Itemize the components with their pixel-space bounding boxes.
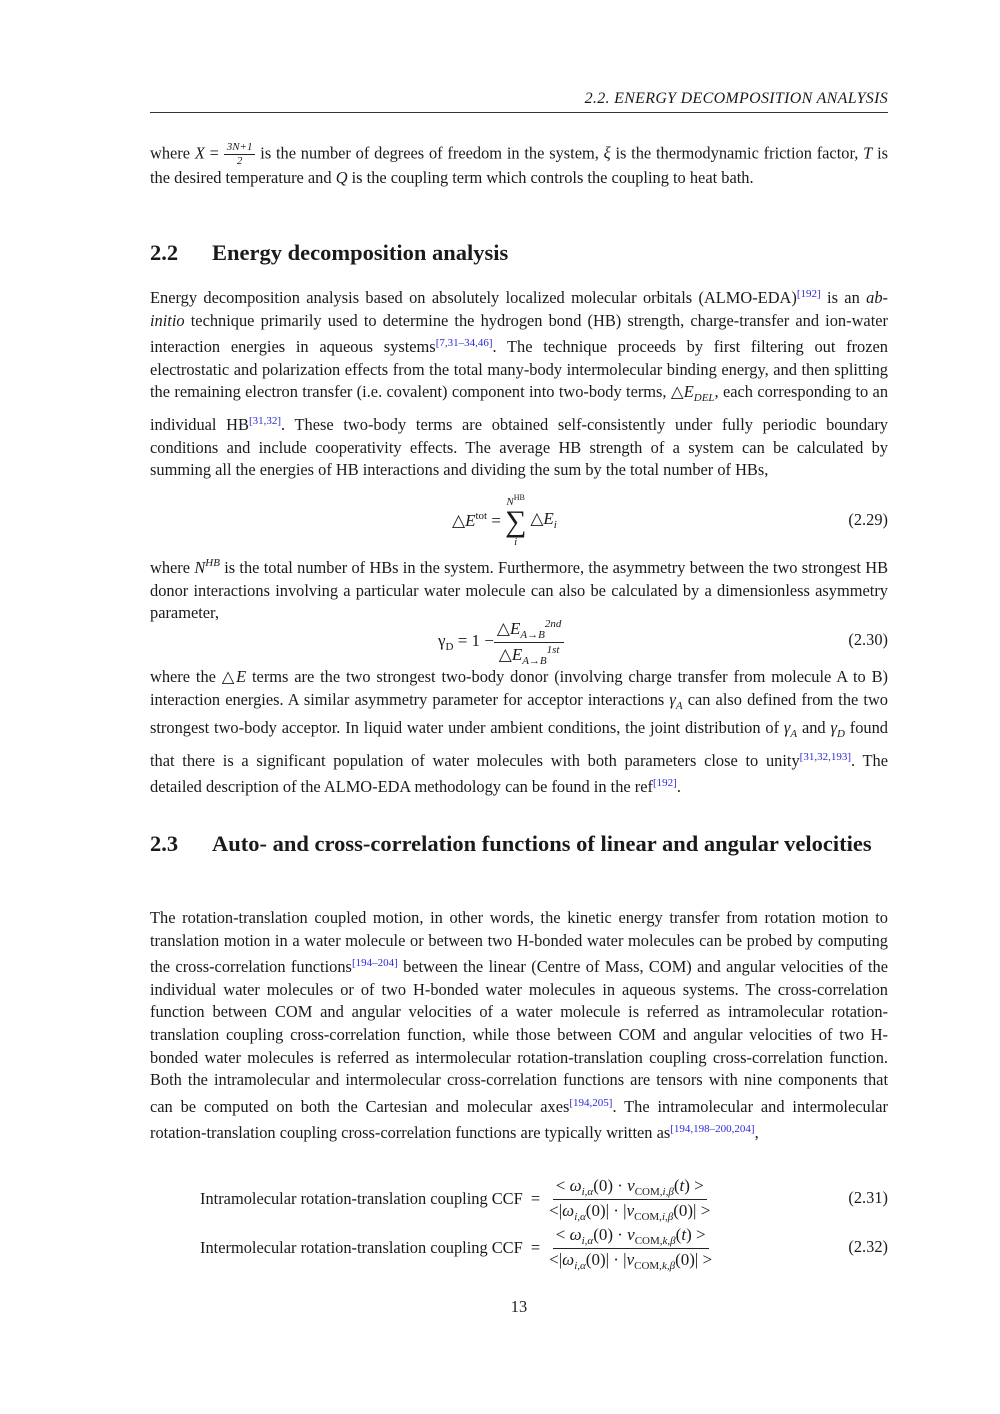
- sum-lower: i: [514, 536, 518, 548]
- text-run: The rotation-translation coupled motion, in other words, the kinetic energy transfer from rotation motion to translation motion in a water molecule or between two H-bonded water molecules can be probed by computing the cross-correlation functions: [150, 908, 888, 977]
- equation-label: Intermolecular rotation-translation coupling CCF =: [200, 1238, 541, 1257]
- section-heading-2-3: [150, 828, 888, 860]
- math-subscript: i,α: [574, 1259, 586, 1272]
- citation-link[interactable]: [194,198–200,204]: [670, 1123, 755, 1136]
- math-italic: v: [626, 1200, 635, 1220]
- text-run: =: [204, 143, 224, 163]
- subscript: COM,: [634, 1259, 662, 1272]
- text-run: and: [797, 718, 831, 738]
- header-rule: [150, 112, 888, 113]
- citation-link[interactable]: [7,31–34,46]: [435, 337, 493, 350]
- math-italic: ξ: [603, 143, 611, 163]
- math-italic: E: [511, 644, 523, 664]
- text-run: ,: [754, 1123, 759, 1143]
- sum-upper-sup: HB: [513, 493, 525, 502]
- text-run: , each corresponding to an individual HB: [150, 382, 889, 434]
- math-italic: E: [465, 510, 476, 530]
- equation-2-30: [150, 617, 888, 667]
- math-subscript: i,β: [662, 1185, 674, 1198]
- text-run: <|: [549, 1249, 563, 1269]
- text-run: can also defined from the two strongest two-body acceptor. In liquid water under ambient conditions, the joint distribution of: [150, 689, 888, 738]
- math-subscript: k,β: [661, 1259, 676, 1272]
- math-subscript: i,α: [574, 1210, 586, 1223]
- citation-link[interactable]: [31,32]: [248, 414, 282, 427]
- citation-link[interactable]: [194,205]: [569, 1096, 613, 1109]
- paragraph-asymmetry: [150, 552, 888, 625]
- text-run: (: [673, 1175, 680, 1195]
- section-number: 2.2: [150, 240, 179, 265]
- equation-number: (2.32): [848, 1237, 888, 1256]
- equation-2-32: [150, 1224, 888, 1272]
- text-run: (0)| · |: [585, 1249, 627, 1269]
- math-italic: N: [194, 558, 206, 577]
- text-run: =: [487, 510, 501, 530]
- section-heading-2-2: [150, 237, 888, 269]
- math-italic: E: [509, 618, 521, 638]
- text-run: △: [452, 510, 466, 530]
- running-header: 2.2. ENERGY DECOMPOSITION ANALYSIS: [584, 90, 888, 107]
- citation-link[interactable]: [192]: [796, 288, 821, 300]
- text-run: . The detailed description of the ALMO-EDA methodology can be found in the ref: [150, 750, 888, 797]
- text-run: (0)| >: [673, 1200, 711, 1220]
- text-run: ) >: [686, 1224, 706, 1244]
- math-italic: ω: [562, 1200, 575, 1220]
- math-subscript: i: [553, 519, 557, 531]
- summation: [505, 492, 526, 548]
- math-subscript: k,β: [662, 1234, 676, 1247]
- subscript: D: [445, 641, 454, 653]
- math-subscript: i,β: [661, 1210, 674, 1223]
- text-run: is the number of degrees of freedom in the system,: [255, 143, 604, 163]
- text-run: where: [150, 558, 195, 577]
- paragraph-ccf: [150, 907, 888, 1145]
- paragraph-gamma: [150, 666, 888, 799]
- text-run: terms are the two strongest two-body donor (involving charge transfer from molecule A to B) interaction energies. A similar asymmetry parameter for acceptor interactions: [150, 667, 888, 709]
- text-run: is the coupling term which controls the coupling to heat bath.: [347, 168, 754, 187]
- text-run: (: [675, 1224, 682, 1244]
- text-run: (0) ·: [593, 1224, 628, 1244]
- math-superscript: HB: [205, 557, 220, 569]
- equation-lhs: [438, 631, 494, 653]
- text-run: (0)| >: [675, 1249, 713, 1269]
- math-italic: γ: [783, 718, 791, 738]
- math-italic: ab-initio: [150, 288, 888, 330]
- text-run: where the △: [150, 667, 237, 686]
- citation-link[interactable]: [192]: [652, 777, 677, 790]
- math-italic: γ: [830, 718, 837, 738]
- fraction: [494, 618, 564, 667]
- math-italic: v: [627, 1175, 635, 1195]
- math-subscript: i,α: [581, 1234, 594, 1247]
- equation-2-29: [150, 490, 888, 550]
- text-run: .: [676, 777, 681, 797]
- math-subscript: A: [675, 699, 683, 712]
- denominator: [496, 643, 563, 667]
- section-title: Auto- and cross-correlation functions of linear and angular velocities: [212, 831, 872, 856]
- superscript: tot: [475, 509, 488, 522]
- text-run: <: [555, 1175, 570, 1195]
- text-run: <: [555, 1224, 570, 1244]
- equation-rhs: [530, 509, 557, 531]
- math-subscript: A: [790, 728, 798, 741]
- paragraph-almo-eda: [150, 283, 888, 482]
- text-run: found that there is a significant population of water molecules with both parameters close to unity: [150, 718, 888, 770]
- math-italic: t: [679, 1175, 685, 1195]
- math-superscript: 1st: [546, 643, 560, 656]
- sum-upper: N: [506, 496, 514, 508]
- math-italic: v: [626, 1249, 635, 1269]
- text-run: γ: [438, 631, 446, 650]
- math-italic: E: [683, 382, 694, 402]
- inline-fraction: [224, 142, 256, 167]
- math-italic: ω: [562, 1249, 575, 1269]
- math-italic: X: [194, 143, 205, 163]
- fraction: [546, 1225, 715, 1272]
- text-run: = 1 −: [453, 631, 494, 650]
- text-run: where: [150, 143, 195, 163]
- text-run: (0) ·: [593, 1175, 628, 1195]
- text-run: △: [496, 618, 510, 638]
- equation-lhs: [452, 510, 501, 531]
- text-run: (0)| · |: [585, 1200, 627, 1220]
- page-number: 13: [510, 1297, 528, 1316]
- numerator: [553, 1225, 709, 1249]
- sum-symbol: ∑: [504, 505, 527, 538]
- section-title: Energy decomposition analysis: [212, 240, 509, 265]
- text-run: is the total number of HBs in the system. Furthermore, the asymmetry between the two strongest HB donor interactions involving a particular water molecule can also be calculated by a dimensionless asymmetry parameter,: [150, 558, 889, 623]
- numerator: [553, 1176, 707, 1200]
- math-subscript: D: [836, 728, 845, 741]
- math-subscript: A→B: [522, 654, 547, 667]
- math-italic: t: [681, 1224, 687, 1244]
- text-run: technique primarily used to determine the hydrogen bond (HB) strength, charge-transfer and ion-water interaction energies in aqueous systems: [150, 310, 888, 357]
- text-run: . The technique proceeds by first filtering out frozen electrostatic and polarization effects from the total many-body intermolecular binding energy, and then splitting the remaining electron transfer (i.e. covalent) component into two-body terms, △: [150, 337, 888, 402]
- math-italic: γ: [669, 689, 676, 709]
- math-superscript: 2nd: [544, 617, 562, 630]
- text-run: is the thermodynamic friction factor,: [610, 143, 864, 163]
- math-italic: E: [543, 509, 554, 528]
- subscript: COM,: [634, 1185, 663, 1198]
- math-italic: ω: [569, 1224, 582, 1244]
- text-run: <|: [549, 1200, 563, 1220]
- text-run: ) >: [684, 1175, 704, 1195]
- citation-link[interactable]: [194–204]: [351, 957, 398, 970]
- subscript: COM,: [634, 1210, 662, 1223]
- equation-2-31: [150, 1175, 888, 1223]
- denominator: [546, 1200, 713, 1223]
- math-subscript: A→B: [520, 628, 545, 641]
- math-subscript: DEL: [693, 392, 715, 405]
- math-italic: ω: [569, 1175, 582, 1195]
- section-number: 2.3: [150, 831, 179, 856]
- math-italic: Q: [335, 168, 348, 187]
- math-subscript: i,α: [581, 1185, 594, 1198]
- denominator: [546, 1249, 715, 1272]
- equation-label: Intramolecular rotation-translation coupling CCF =: [200, 1189, 541, 1208]
- fraction-denominator: 2: [236, 155, 243, 167]
- text-run: is an: [820, 288, 867, 307]
- text-run: between the linear (Centre of Mass, COM) and angular velocities of the individual water molecules or of two H-bonded water molecules in aqueous systems. The cross-correlation function between COM and angular velocities of a water molecule is referred as intramolecular rotation-translation coupling cross-correlation function, while those between COM and angular velocities of two H-bonded water molecules is referred as intermolecular rotation-translation coupling cross-correlation function. Both the intramolecular and intermolecular cross-correlation functions are tensors with nine components that can be computed on both the Cartesian and molecular axes: [150, 957, 888, 1116]
- text-run: is the desired temperature and: [150, 143, 889, 187]
- numerator: [494, 618, 564, 643]
- equation-number: (2.31): [848, 1188, 888, 1207]
- subscript: COM,: [634, 1234, 663, 1247]
- citation-link[interactable]: [31,32,193]: [799, 750, 851, 763]
- math-italic: T: [863, 143, 873, 163]
- intro-paragraph: [150, 142, 888, 190]
- text-run: Energy decomposition analysis based on absolutely localized molecular orbitals (ALMO-EDA): [150, 288, 797, 307]
- math-italic: v: [627, 1224, 635, 1244]
- fraction-numerator: 3N+1: [224, 142, 256, 155]
- math-italic: E: [236, 667, 247, 686]
- fraction: [546, 1176, 713, 1223]
- text-run: △: [498, 644, 512, 664]
- equation-number: (2.29): [848, 510, 888, 529]
- text-run: . These two-body terms are obtained self-consistently under fully periodic boundary conditions and include cooperativity effects. The average HB strength of a system can be calculated by summing all the energies of HB interactions and dividing the sum by the total number of HBs,: [150, 414, 888, 480]
- text-run: △: [530, 509, 544, 528]
- text-run: . The intramolecular and intermolecular rotation-translation coupling cross-correlation functions are typically written as: [150, 1096, 888, 1143]
- equation-number: (2.30): [848, 630, 888, 649]
